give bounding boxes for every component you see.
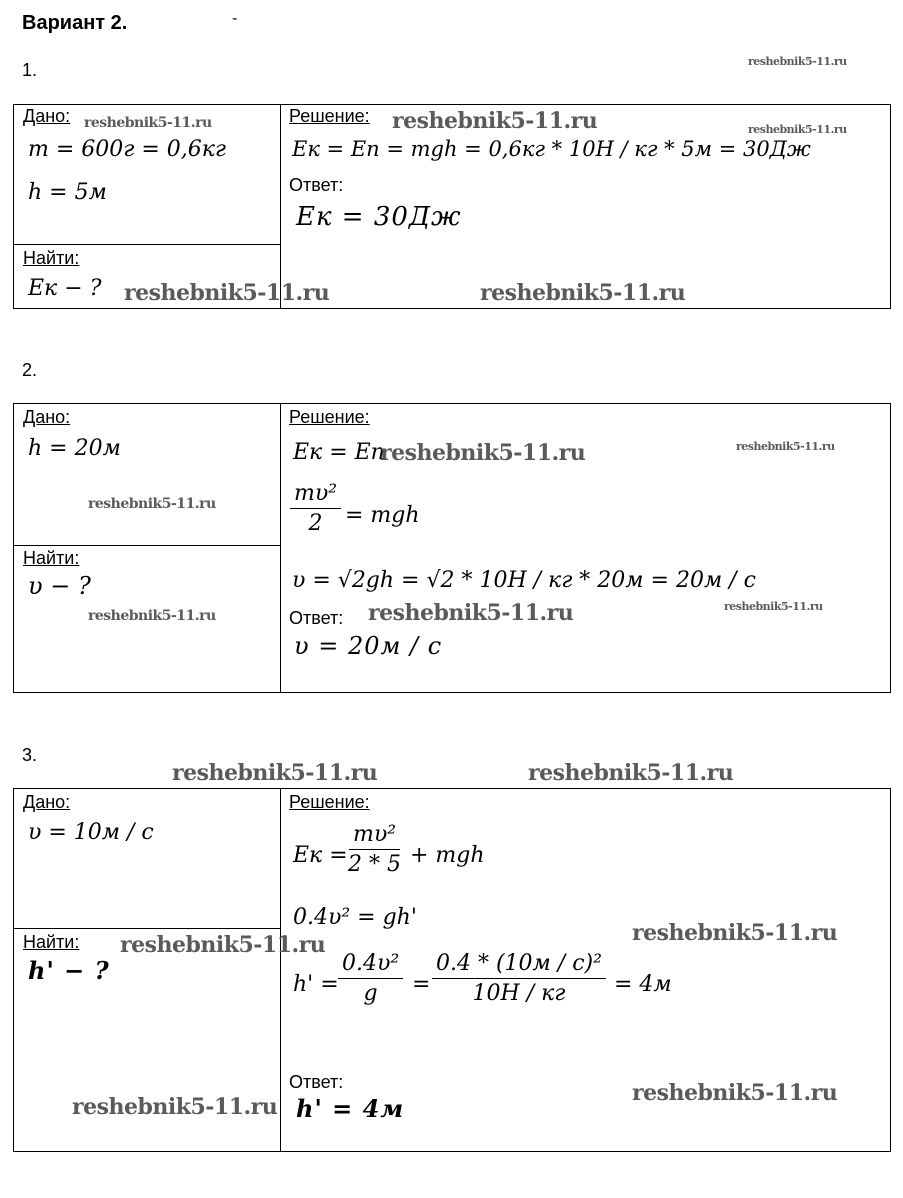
find-value: υ − ? [28, 572, 91, 600]
watermark: reshebnik5-11.ru [120, 932, 326, 958]
watermark: reshebnik5-11.ru [632, 1080, 838, 1106]
problem-3-number: 3. [22, 745, 38, 765]
solution-lhs-3: h' = [293, 972, 339, 997]
solution-lhs-1: Eк = [293, 843, 348, 868]
watermark: reshebnik5-11.ru [736, 440, 835, 453]
fraction-numerator: 0.4υ² [338, 951, 403, 979]
row-divider [13, 545, 280, 546]
header-mark: - [232, 10, 238, 27]
solution-rhs-1: + mgh [410, 843, 485, 868]
given-label: Дано: [23, 407, 71, 427]
problem-1-number: 1. [22, 60, 38, 80]
problem-2-number: 2. [22, 360, 38, 380]
fraction-denominator: 2 [308, 511, 323, 536]
answer-value: h' = 4м [296, 1094, 405, 1123]
watermark: reshebnik5-11.ru [368, 600, 574, 626]
fraction-denominator: 2 * 5 [348, 852, 401, 877]
column-divider [280, 788, 281, 1152]
watermark: reshebnik5-11.ru [172, 760, 378, 786]
column-divider [280, 403, 281, 693]
given-velocity: υ = 10м / с [28, 820, 154, 845]
watermark: reshebnik5-11.ru [72, 1094, 278, 1120]
watermark: reshebnik5-11.ru [480, 280, 686, 306]
find-value: Eк − ? [28, 276, 102, 301]
given-height: h = 20м [28, 436, 121, 461]
answer-label: Ответ: [289, 175, 344, 195]
solution-label: Решение: [289, 792, 370, 812]
row-divider [13, 244, 280, 245]
watermark: reshebnik5-11.ru [88, 608, 216, 624]
solution-rhs-3: = 4м [614, 972, 672, 997]
watermark: reshebnik5-11.ru [124, 280, 330, 306]
solution-fraction-rhs: = mgh [345, 503, 420, 528]
answer-label: Ответ: [289, 1072, 344, 1092]
solution-fraction-1 [348, 822, 401, 877]
watermark: reshebnik5-11.ru [88, 496, 216, 512]
fraction-numerator: 0.4 * (10м / с)² [432, 951, 606, 979]
solution-line-3: υ = √2gh = √2 * 10Н / кг * 20м = 20м / с [292, 568, 756, 593]
fraction-denominator: 10Н / кг [472, 981, 566, 1006]
solution-label: Решение: [289, 407, 370, 427]
fraction-denominator: g [363, 981, 378, 1006]
watermark: reshebnik5-11.ru [748, 123, 847, 136]
solution-label: Решение: [289, 106, 370, 126]
given-height: h = 5м [28, 180, 107, 205]
find-label: Найти: [23, 932, 80, 952]
fraction-numerator: mυ² [349, 822, 400, 850]
answer-value: Eк = 30Дж [296, 202, 462, 232]
watermark: reshebnik5-11.ru [84, 115, 212, 131]
watermark: reshebnik5-11.ru [528, 760, 734, 786]
page-title: Вариант 2. [22, 12, 128, 34]
solution-fraction-3 [432, 951, 606, 1006]
watermark: reshebnik5-11.ru [748, 55, 847, 68]
watermark: reshebnik5-11.ru [724, 600, 823, 613]
solution-formula: Eк = Eп = mgh = 0,6кг * 10Н / кг * 5м = 30Дж [292, 137, 811, 161]
solution-equals: = [412, 972, 431, 997]
answer-label: Ответ: [289, 608, 344, 628]
answer-value: υ = 20м / с [294, 632, 443, 660]
solution-fraction [290, 481, 341, 536]
given-label: Дано: [23, 106, 71, 126]
find-label: Найти: [23, 548, 80, 568]
find-value: h' − ? [28, 956, 110, 985]
watermark: reshebnik5-11.ru [392, 108, 598, 134]
fraction-numerator: mυ² [290, 481, 341, 509]
column-divider [280, 104, 281, 309]
given-label: Дано: [23, 792, 71, 812]
solution-line-2: 0.4υ² = gh' [293, 905, 417, 930]
watermark: reshebnik5-11.ru [632, 920, 838, 946]
row-divider [13, 928, 280, 929]
solution-line-1: Eк = Eп [293, 440, 385, 465]
watermark: reshebnik5-11.ru [380, 440, 586, 466]
solution-fraction-2 [338, 951, 403, 1006]
given-mass: m = 600г = 0,6кг [28, 137, 227, 162]
find-label: Найти: [23, 248, 80, 268]
